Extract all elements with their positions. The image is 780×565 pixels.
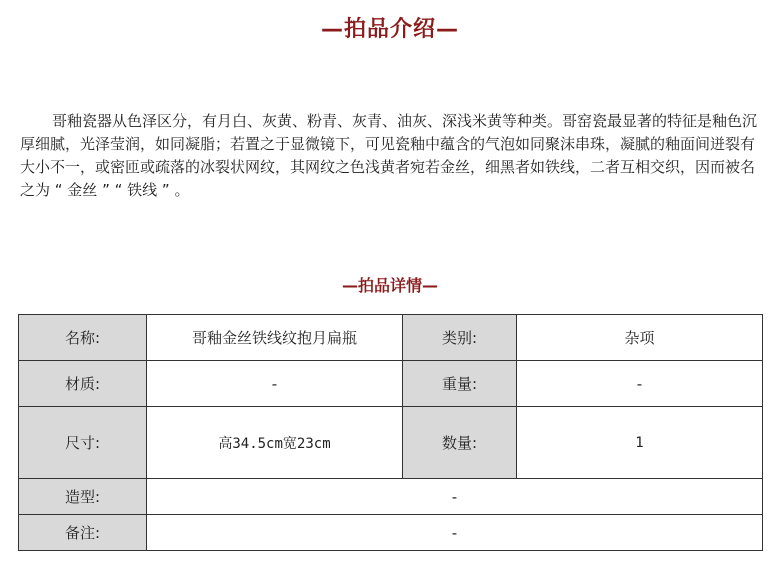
table-row <box>19 361 763 407</box>
intro-heading: —拍品介绍— <box>320 17 459 42</box>
category-label: 类别: <box>403 315 517 361</box>
details-heading: —拍品详情— <box>341 276 438 295</box>
note-value: - <box>147 515 763 551</box>
note-label: 备注: <box>19 515 147 551</box>
table-row <box>19 515 763 551</box>
weight-value: - <box>517 361 763 407</box>
shape-label: 造型: <box>19 479 147 515</box>
table-row <box>19 479 763 515</box>
intro-paragraph: 哥釉瓷器从色泽区分，有月白、灰黄、粉青、灰青、油灰、深浅米黄等种类。哥窑瓷最显著的特征是釉色沉厚细腻，光泽莹润，如同凝脂；若置之于显微镜下，可见瓷釉中蕴含的气泡如同聚沫串珠，凝腻的釉面间迸裂有大小不一，或密匝或疏落的冰裂状网纹，其网纹之色浅黄者宛若金丝，细黑者如铁线，二者互相交织，因而被名之为 “ 金丝 ” “ 铁线 ” 。 <box>20 112 758 199</box>
material-label: 材质: <box>19 361 147 407</box>
table-row <box>19 315 763 361</box>
category-value: 杂项 <box>517 315 763 361</box>
details-table <box>18 314 763 551</box>
size-value: 高34.5cm宽23cm <box>147 407 403 479</box>
weight-label: 重量: <box>403 361 517 407</box>
quantity-value: 1 <box>517 407 763 479</box>
size-label: 尺寸: <box>19 407 147 479</box>
table-row <box>19 407 763 479</box>
quantity-label: 数量: <box>403 407 517 479</box>
name-label: 名称: <box>19 315 147 361</box>
material-value: - <box>147 361 403 407</box>
name-value: 哥釉金丝铁线纹抱月扁瓶 <box>147 315 403 361</box>
shape-value: - <box>147 479 763 515</box>
